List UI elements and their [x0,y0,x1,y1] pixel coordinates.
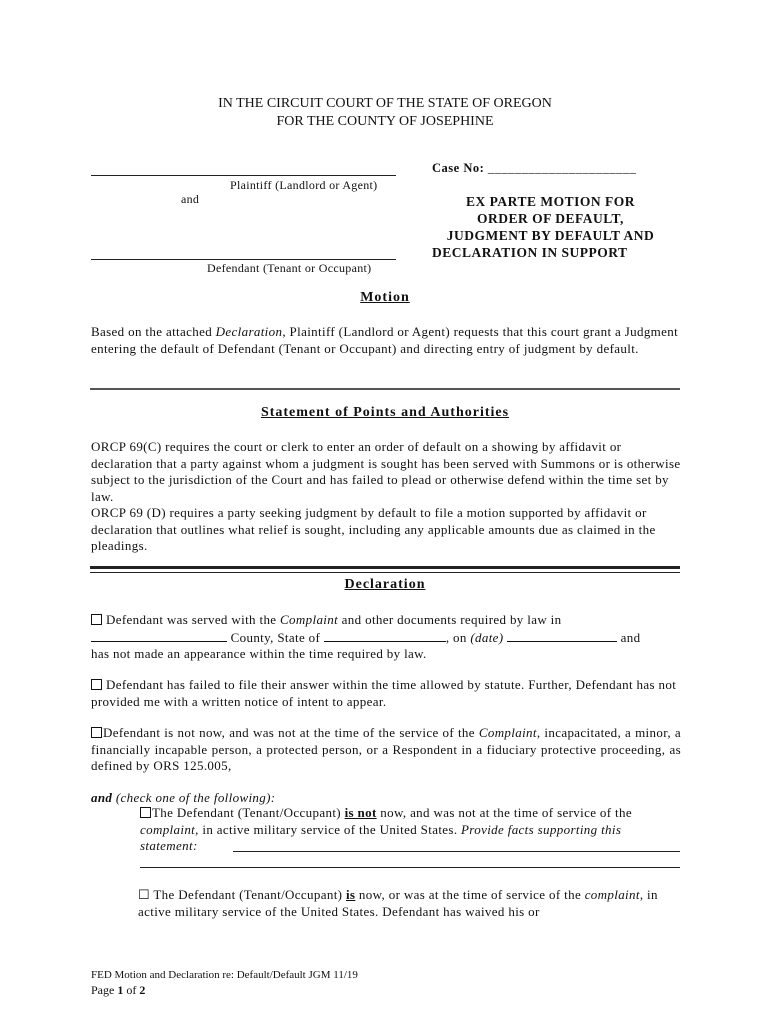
title-line-1: EX PARTE MOTION FOR [466,194,635,209]
case-number-blank[interactable]: ______________________ [487,161,637,175]
declaration-item-served: Defendant was served with the Complaint and other documents required by law in County, State of , on (date) and has not made an appearance within the time required by law. [91,612,641,661]
county-blank[interactable] [91,629,227,642]
title-line-2: ORDER OF DEFAULT, [477,211,624,226]
date-blank[interactable] [507,629,617,642]
military-option-not: The Defendant (Tenant/Occupant) is not now, and was not at the time of service of the complaint, in active military service of the United States. Provide facts supporting this statement: [140,805,632,853]
points-heading: Statement of Points and Authorities [260,405,510,420]
military-option-is: ☐ The Defendant (Tenant/Occupant) is now, or was at the time of service of the complaint, in active military service of the United States. Defendant has waived his or [138,887,658,919]
double-divider-top [90,566,680,569]
plaintiff-label: Plaintiff (Landlord or Agent) [230,178,378,192]
and-label: and [181,192,200,206]
no-answer-checkbox[interactable] [91,679,102,690]
capacity-checkbox[interactable] [91,727,102,738]
title-line-4: DECLARATION IN SUPPORT [432,245,628,260]
facts-line-1[interactable] [233,851,680,852]
served-checkbox[interactable] [91,614,102,625]
document-title [428,193,673,261]
plaintiff-line[interactable] [91,175,396,176]
footer-form-id: FED Motion and Declaration re: Default/Default JGM 11/19 [91,969,358,981]
title-line-3: JUDGMENT BY DEFAULT AND [446,228,655,243]
is-military-checkbox[interactable]: ☐ [138,887,151,902]
court-county-line: FOR THE COUNTY OF JOSEPHINE [276,114,494,129]
motion-paragraph: Based on the attached Declaration, Plaintiff (Landlord or Agent) requests that this court grant a Judgment entering the default of Defendant (Tenant or Occupant) and directing entry of judgment by default. [91,324,679,356]
case-number-field[interactable] [432,161,636,176]
court-name-line1: IN THE CIRCUIT COURT OF THE STATE OF OREGON [218,96,552,111]
section-divider [90,388,680,390]
case-number-label: Case No: [432,161,485,175]
declaration-item-no-answer: Defendant has failed to file their answer within the time allowed by statute. Further, Defendant has not provided me with a written notice of intent to appear. [91,677,677,709]
points-paragraph-1: ORCP 69(C) requires the court or clerk to enter an order of default on a showing by affidavit or declaration that a party against whom a judgment is sought has been served with Summons or is otherwise subject to the jurisdiction of the Court and has failed to plead or otherwise defend within the time set by law. [91,439,681,504]
defendant-label: Defendant (Tenant or Occupant) [207,261,372,275]
facts-line-2[interactable] [140,867,680,868]
defendant-line[interactable] [91,259,396,260]
declaration-item-capacity: Defendant is not now, and was not at the time of the service of the Complaint, incapacitated, a minor, a financially incapable person, a protected person, or a Respondent in a fiduciary protective proceeding, as defined by ORS 125.005, [91,725,682,773]
not-military-checkbox[interactable] [140,807,151,818]
state-blank[interactable] [324,629,446,642]
points-paragraph-2: ORCP 69 (D) requires a party seeking judgment by default to file a motion supported by affidavit or declaration that outlines what relief is sought, including any applicable amounts due as claimed in the pleadings. [91,505,656,553]
declaration-heading: Declaration [344,577,426,592]
footer-page-number: Page 1 of 2 [91,983,146,997]
motion-heading: Motion [360,290,410,305]
check-one-instruction: and (check one of the following): [91,790,276,805]
double-divider-bottom [90,572,680,573]
